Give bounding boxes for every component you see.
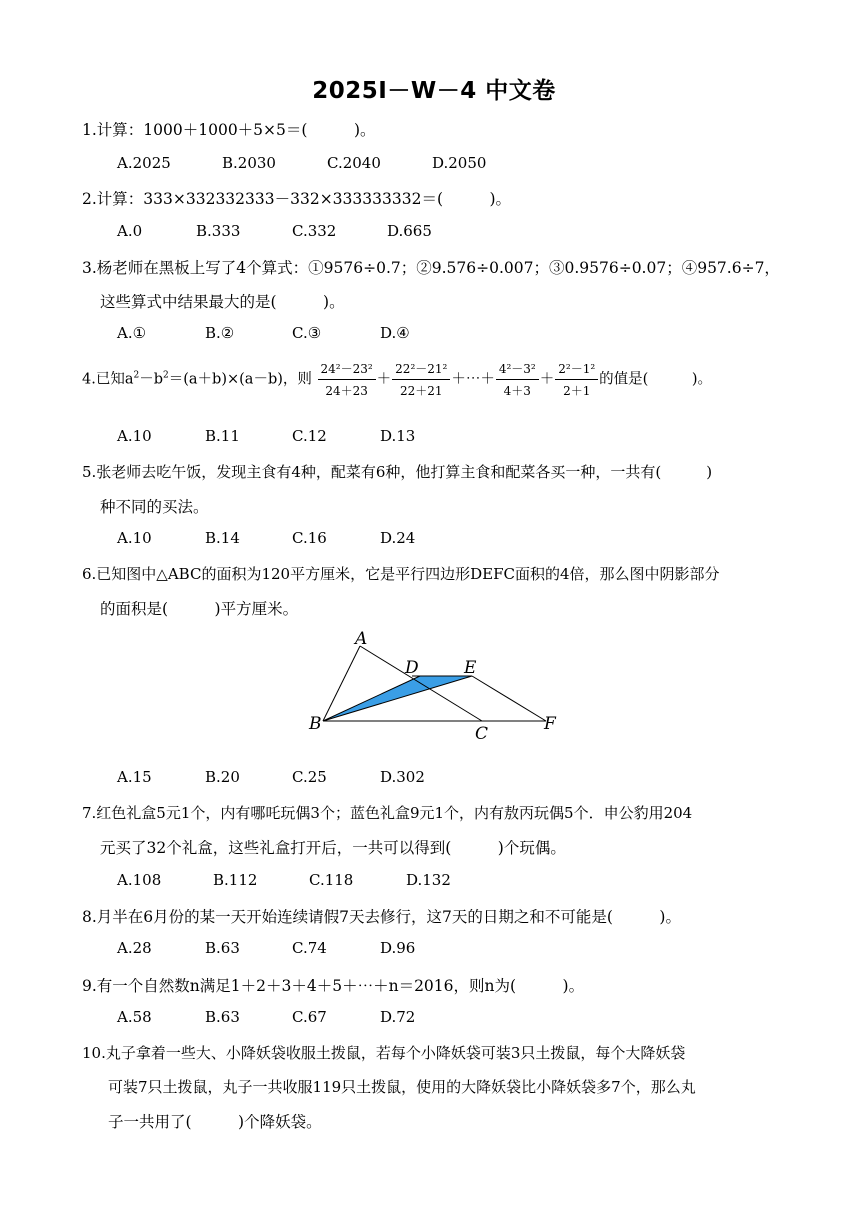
question-7-line-1: 7.红色礼盒5元1个，内有哪吒玩偶3个；蓝色礼盒9元1个，内有敖丙玩偶5个．申公豹用204 [82, 804, 693, 822]
question-5-line-1: 5.张老师去吃午饭，发现主食有4种，配菜有6种，他打算主食和配菜各买一种，一共有( ) [82, 463, 713, 481]
option-a: A.15 [117, 768, 152, 786]
fraction-2: $\frac{\text{22²－21²}}{22+21}$ [392, 360, 450, 399]
option-a: A.28 [117, 939, 152, 957]
option-b: B.② [205, 324, 235, 342]
option-c: C.16 [292, 529, 327, 547]
label-b: B [309, 714, 322, 734]
label-e: E [464, 658, 477, 678]
option-b: B.63 [205, 1008, 240, 1026]
option-b: B.20 [205, 768, 240, 786]
label-a: A [355, 629, 368, 649]
label-d: D [405, 658, 419, 678]
plus-sign: ＋ [376, 371, 392, 388]
option-b: B.333 [196, 222, 241, 240]
segment-be [323, 676, 472, 721]
q4-sup-2: 2 [163, 370, 169, 381]
fraction-3: $\frac{\text{4²－3²}}{4+3}$ [496, 360, 539, 399]
question-1-text: 1.计算：1000＋1000＋5×5＝( )。 [82, 121, 376, 139]
q4-sup-1: 2 [133, 370, 140, 381]
option-d: D.④ [380, 324, 410, 342]
option-b: B.2030 [222, 154, 276, 172]
question-6-line-2: 的面积是( )平方厘米。 [100, 600, 299, 618]
option-a: A.58 [117, 1008, 152, 1026]
option-c: C.③ [292, 324, 322, 342]
option-b: B.14 [205, 529, 240, 547]
option-a: A.108 [117, 871, 162, 889]
geometry-figure [300, 628, 570, 748]
question-5-line-2: 种不同的买法。 [100, 498, 209, 516]
option-b: B.112 [213, 871, 258, 889]
question-10-line-2: 可装7只土拨鼠，丸子一共收服119只土拨鼠，使用的大降妖袋比小降妖袋多7个，那么丸 [108, 1078, 696, 1096]
question-7-line-2: 元买了32个礼盒，这些礼盒打开后，一共可以得到( )个玩偶。 [100, 839, 566, 857]
ellipsis: ＋⋯＋ [451, 371, 495, 388]
question-10-line-3: 子一共用了( )个降妖袋。 [108, 1113, 322, 1131]
option-d: D.132 [406, 871, 451, 889]
label-c: C [475, 724, 489, 744]
q4-prefix: 4.已知a [82, 371, 134, 388]
option-b: B.63 [205, 939, 240, 957]
option-d: D.2050 [432, 154, 487, 172]
plus-sign: ＋ [539, 371, 555, 388]
fraction-4: $\frac{\text{2²－1²}}{2+1}$ [555, 360, 598, 399]
question-2-text: 2.计算：333×332332333－332×333333332＝( )。 [82, 190, 512, 208]
option-c: C.12 [292, 427, 327, 445]
question-6-line-1: 6.已知图中△ABC的面积为120平方厘米，它是平行四边形DEFC面积的4倍，那么图中阴影部分 [82, 565, 720, 583]
question-3-line-1: 3.杨老师在黑板上写了4个算式：①9576÷0.7；②9.576÷0.007；③0.9576÷0.07；④957.6÷7， [82, 259, 780, 277]
q4-mid-1: －b [139, 371, 164, 388]
q4-mid-2: ＝(a＋b)×(a－b)，则 [168, 371, 312, 388]
option-a: A.10 [117, 529, 152, 547]
question-8-text: 8.月半在6月份的某一天开始连续请假7天去修行，这7天的日期之和不可能是( )。 [82, 908, 681, 926]
question-9-text: 9.有一个自然数n满足1＋2＋3＋4＋5＋⋯＋n＝2016，则n为( )。 [82, 977, 585, 995]
option-a: A.0 [117, 222, 143, 240]
option-c: C.118 [309, 871, 354, 889]
option-d: D.665 [387, 222, 432, 240]
page-title: 2025I－W－4 中文卷 [312, 78, 556, 104]
option-d: D.96 [380, 939, 416, 957]
option-c: C.67 [292, 1008, 327, 1026]
option-a: A.2025 [117, 154, 171, 172]
option-a: A.10 [117, 427, 152, 445]
question-10-line-1: 10.丸子拿着一些大、小降妖袋收服土拨鼠，若每个小降妖袋可装3只土拨鼠，每个大降妖袋 [82, 1044, 686, 1062]
option-d: D.24 [380, 529, 416, 547]
option-a: A.① [117, 324, 147, 342]
option-c: C.25 [292, 768, 327, 786]
option-c: C.332 [292, 222, 337, 240]
option-c: C.2040 [327, 154, 381, 172]
label-f: F [544, 714, 556, 734]
option-d: D.13 [380, 427, 416, 445]
question-4-text [82, 360, 712, 399]
option-b: B.11 [205, 427, 240, 445]
option-c: C.74 [292, 939, 327, 957]
fraction-1: $\frac{\text{24²－23²}}{24+23}$ [318, 360, 376, 399]
option-d: D.302 [380, 768, 425, 786]
question-3-line-2: 这些算式中结果最大的是( )。 [100, 293, 345, 311]
q4-suffix: 的值是( )。 [599, 371, 712, 388]
segment-bd [323, 676, 420, 721]
segment-ef [472, 676, 546, 721]
option-d: D.72 [380, 1008, 416, 1026]
